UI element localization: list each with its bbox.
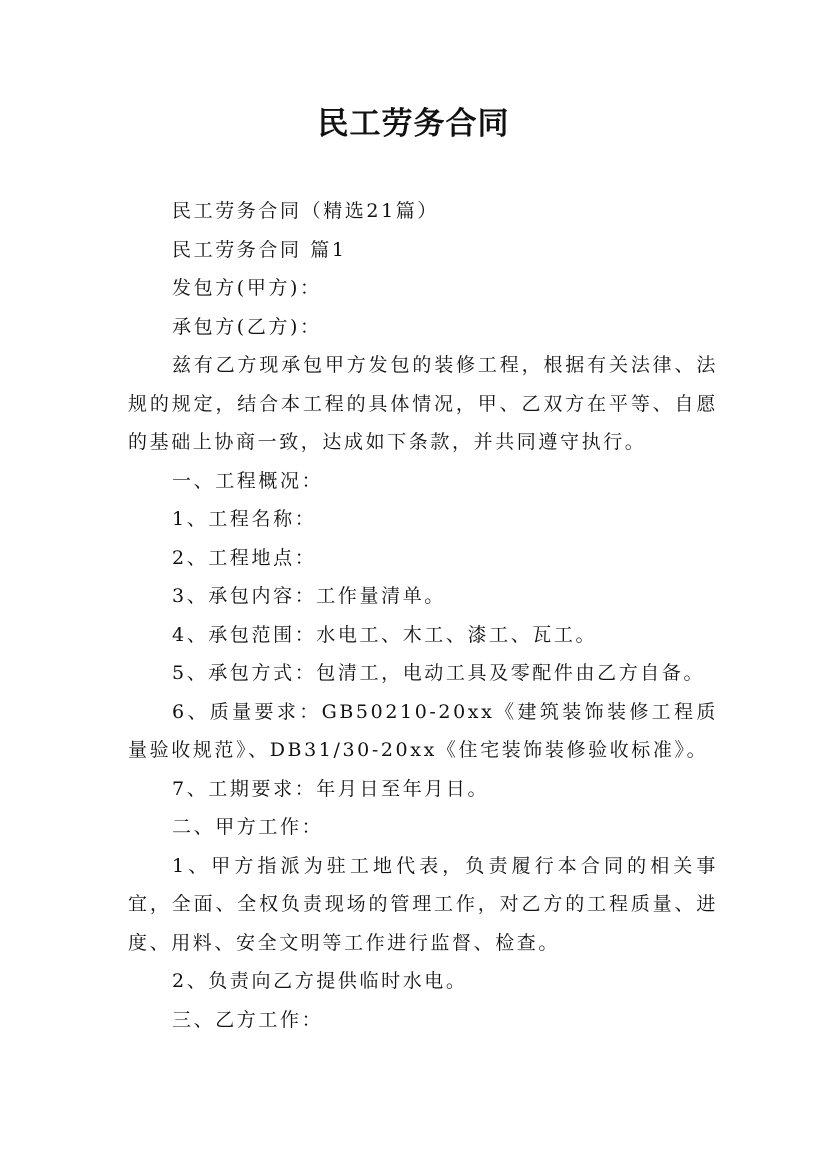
- document-title: 民工劳务合同: [317, 106, 510, 142]
- paragraph-party-b: 承包方(乙方)：: [172, 315, 322, 338]
- paragraph-contract-scope: 4、承包范围：水电工、木工、漆工、瓦工。: [172, 623, 598, 646]
- paragraph-schedule-requirements: 7、工期要求：年月日至年月日。: [172, 777, 490, 800]
- paragraph-party-a-duty-1: 1、甲方指派为驻工地代表，负责履行本合同的相关事宜，全面、全权负责现场的管理工作，对乙方的工程质量、进度、用料、安全文明等工作进行监督、检查。: [128, 854, 718, 954]
- paragraph-contract-method: 5、承包方式：包清工，电动工具及零配件由乙方自备。: [172, 662, 706, 684]
- document-body: [128, 192, 718, 1039]
- paragraph-party-a: 发包方(甲方)：: [172, 277, 322, 299]
- paragraph-quality-requirements: 6、质量要求：GB50210-20xx《建筑装饰装修工程质量验收规范》、DB31/30-20xx《住宅装饰装修验收标准》。: [128, 700, 718, 761]
- paragraph-project-location: 2、工程地点：: [172, 546, 317, 569]
- paragraph-contract-content: 3、承包内容：工作量清单。: [172, 585, 446, 607]
- paragraph-collection-title: 民工劳务合同（精选21篇）: [172, 200, 439, 222]
- paragraph-section-title: 民工劳务合同 篇1: [172, 238, 347, 261]
- paragraph-project-name: 1、工程名称：: [172, 508, 317, 530]
- paragraph-preamble: 兹有乙方现承包甲方发包的装修工程，根据有关法律、法规的规定，结合本工程的具体情况，甲、乙双方在平等、自愿的基础上协商一致，达成如下条款，并共同遵守执行。: [128, 354, 718, 453]
- paragraph-heading-party-b-work: 三、乙方工作：: [172, 1008, 324, 1031]
- paragraph-party-a-duty-2: 2、负责向乙方提供临时水电。: [172, 970, 468, 992]
- paragraph-heading-overview: 一、工程概况：: [172, 469, 324, 492]
- paragraph-heading-party-a-work: 二、甲方工作：: [172, 816, 324, 838]
